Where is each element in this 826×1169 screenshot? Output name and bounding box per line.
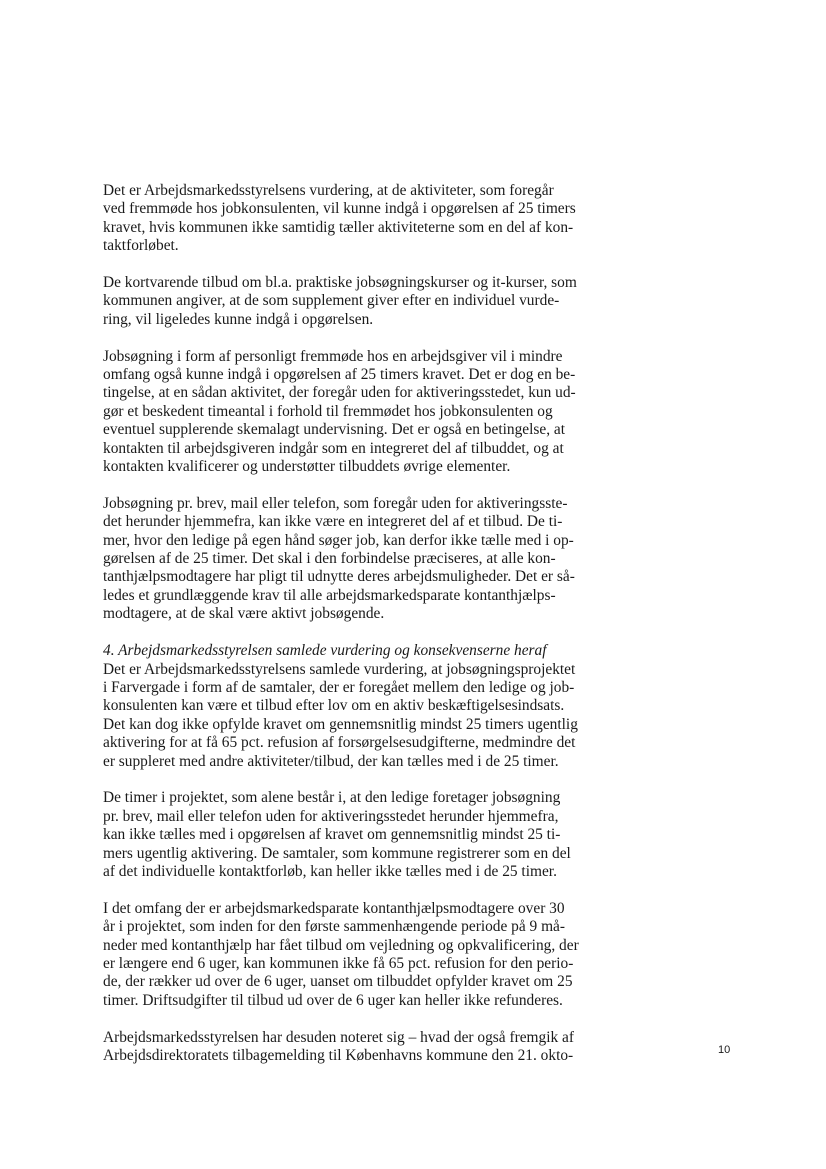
paragraph-2 <box>103 274 613 329</box>
text-line: Arbejdsmarkedsstyrelsen har desuden noteret sig – hvad der også fremgik af <box>103 1028 574 1046</box>
text-line: aktivering for at få 65 pct. refusion af forsørgelsesudgifterne, medmindre det <box>103 734 576 752</box>
text-line: kan ikke tælles med i opgørelsen af kravet om gennemsnitlig mindst 25 ti- <box>103 826 561 844</box>
text-line: år i projektet, som inden for den første sammenhængende periode på 9 må- <box>103 918 566 936</box>
text-line: de, der rækker ud over de 6 uger, uanset om tilbuddet opfylder kravet om 25 <box>103 973 573 991</box>
text-line: kravet, hvis kommunen ikke samtidig tæller aktiviteterne som en del af kon- <box>103 218 574 236</box>
text-line: af det individuelle kontaktforløb, kan heller ikke tælles med i de 25 timer. <box>103 862 557 880</box>
body-text <box>103 182 613 1084</box>
paragraph-1 <box>103 182 613 256</box>
text-line: omfang også kunne indgå i opgørelsen af 25 timers kravet. Det er dog en be- <box>103 366 576 384</box>
text-line: Det kan dog ikke opfylde kravet om gennemsnitlig mindst 25 timers ugentlig <box>103 715 578 733</box>
text-line: Jobsøgning pr. brev, mail eller telefon, som foregår uden for aktiveringsste- <box>103 494 568 512</box>
text-line: mer, hvor den ledige på egen hånd søger job, kan derfor ikke tælle med i op- <box>103 531 574 549</box>
text-line: gørelsen af de 25 timer. Det skal i den forbindelse præciseres, at alle kon- <box>103 550 556 568</box>
text-line: tanthjælpsmodtagere har pligt til udnytte deres arbejdsmuligheder. Det er så- <box>103 568 575 586</box>
text-line: neder med kontanthjælp har fået tilbud om vejledning og opkvalificering, der <box>103 936 579 954</box>
text-line: konsulenten kan være et tilbud efter lov om en aktiv beskæftigelsesindsats. <box>103 697 565 715</box>
text-line: Det er Arbejdsmarkedsstyrelsens vurdering, at de aktiviteter, som foregår <box>103 182 554 199</box>
paragraph-8 <box>103 1029 613 1066</box>
text-line: De kortvarende tilbud om bl.a. praktiske jobsøgningskurser og it-kurser, som <box>103 274 577 292</box>
text-line: kommunen angiver, at de som supplement giver efter en individuel vurde- <box>103 292 560 310</box>
text-line: timer. Driftsudgifter til tilbud ud over de 6 uger kan heller ikke refunderes. <box>103 991 563 1009</box>
paragraph-5 <box>103 642 613 771</box>
text-line: ring, vil ligeledes kunne indgå i opgørelsen. <box>103 310 374 328</box>
text-line: er suppleret med andre aktiviteter/tilbud, der kan tælles med i de 25 timer. <box>103 752 559 770</box>
text-line: det herunder hjemmefra, kan ikke være en integreret del af et tilbud. De ti- <box>103 513 563 531</box>
text-line: gør et beskedent timeantal i forhold til fremmødet hos jobkonsulenten og <box>103 402 553 420</box>
text-line: pr. brev, mail eller telefon uden for aktiveringsstedet herunder hjemmefra, <box>103 807 559 825</box>
paragraph-3 <box>103 348 613 477</box>
text-line: er længere end 6 uger, kan kommunen ikke få 65 pct. refusion for den perio- <box>103 954 574 972</box>
text-line: taktforløbet. <box>103 237 179 255</box>
text-line: De timer i projektet, som alene består i, at den ledige foretager jobsøgning <box>103 789 561 807</box>
text-line: Det er Arbejdsmarkedsstyrelsens samlede vurdering, at jobsøgningsprojektet <box>103 660 576 678</box>
section-heading: 4. Arbejdsmarkedsstyrelsen samlede vurdering og konsekvenserne heraf <box>103 642 547 660</box>
text-line: Jobsøgning i form af personligt fremmøde hos en arbejdsgiver vil i mindre <box>103 347 563 365</box>
text-line: i Farvergade i form af de samtaler, der er foregået mellem den ledige og job- <box>103 678 575 696</box>
text-line: I det omfang der er arbejdsmarkedsparate kontanthjælpsmodtagere over 30 <box>103 899 565 917</box>
text-line: modtagere, at de skal være aktivt jobsøgende. <box>103 605 385 623</box>
page-number: 10 <box>718 1044 731 1056</box>
text-line: Arbejdsdirektoratets tilbagemelding til Københavns kommune den 21. okto- <box>103 1046 574 1064</box>
text-line: tingelse, at en sådan aktivitet, der foregår uden for aktiveringsstedet, kun ud- <box>103 384 576 402</box>
text-line: ved fremmøde hos jobkonsulenten, vil kunne indgå i opgørelsen af 25 timers <box>103 200 576 218</box>
text-line: mers ugentlig aktivering. De samtaler, som kommune registrerer som en del <box>103 844 571 862</box>
text-line: ledes et grundlæggende krav til alle arbejdsmarkedsparate kontanthjælps- <box>103 586 556 604</box>
paragraph-7 <box>103 900 613 1010</box>
paragraph-4 <box>103 495 613 624</box>
text-line: kontakten kvalificerer og understøtter tilbuddets øvrige elementer. <box>103 458 511 476</box>
text-line: kontakten til arbejdsgiveren indgår som en integreret del af tilbuddet, og at <box>103 439 564 457</box>
text-line: eventuel supplerende skemalagt undervisning. Det er også en betingelse, at <box>103 421 565 439</box>
paragraph-6 <box>103 789 613 881</box>
